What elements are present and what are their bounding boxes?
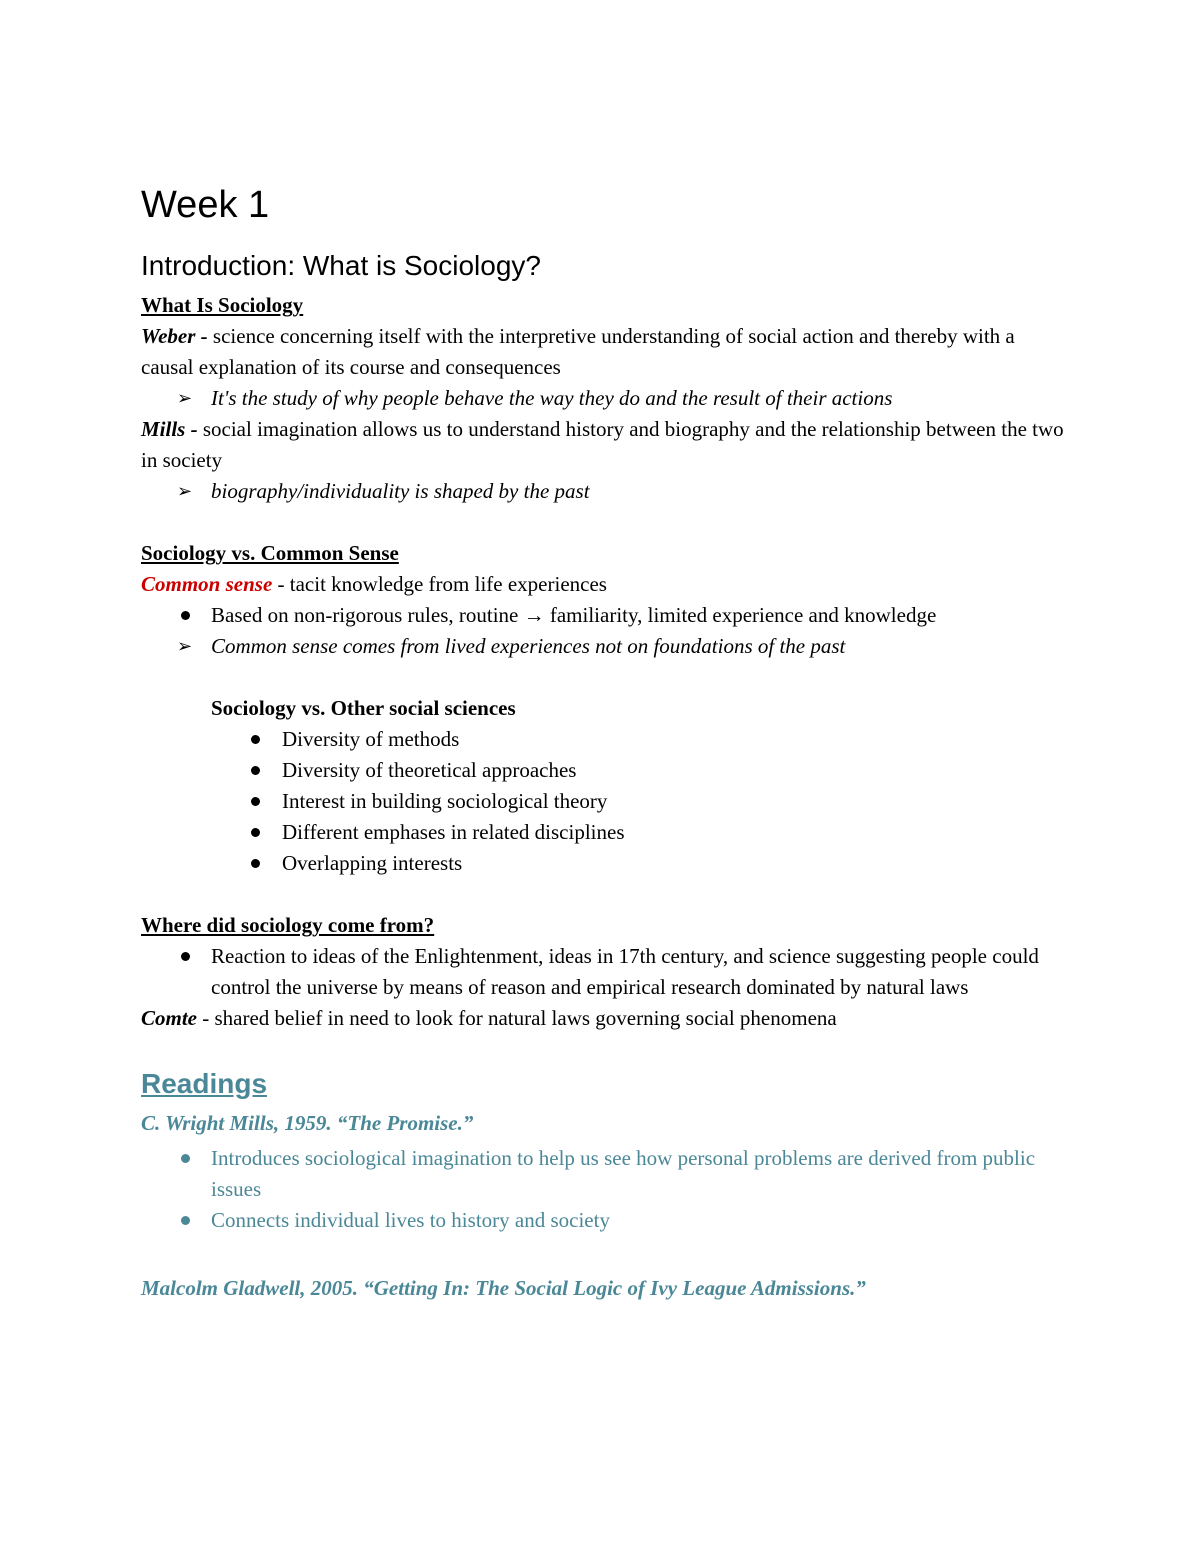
list-item (141, 786, 1071, 817)
bullet-dot-icon (181, 1216, 190, 1225)
list-item-text: Interest in building sociological theory (282, 789, 608, 813)
origins-list (141, 941, 1071, 1003)
mills-text: social imagination allows us to understand history and biography and the relationship between the two in society (141, 417, 1064, 472)
common-sense-paragraph (141, 569, 1071, 600)
comte-paragraph (141, 1003, 1071, 1034)
page-subtitle: Introduction: What is Sociology? (141, 250, 541, 281)
readings-section (141, 1064, 1071, 1304)
list-item (141, 817, 1071, 848)
bullet-dot-icon (251, 766, 260, 775)
section-heading-what-is-sociology: What Is Sociology (141, 293, 304, 317)
bullet-dot-icon (251, 859, 260, 868)
section-heading-origins: Where did sociology come from? (141, 913, 435, 937)
common-sense-list (141, 600, 1071, 662)
list-item (141, 1143, 1071, 1205)
list-item (141, 848, 1071, 879)
section-heading-common-sense: Sociology vs. Common Sense (141, 541, 399, 565)
reading-reference-mills: C. Wright Mills, 1959. “The Promise.” (141, 1111, 474, 1135)
document-content (141, 182, 1071, 1308)
reading-reference-gladwell: Malcolm Gladwell, 2005. “Getting In: The Social Logic of Ivy League Admissions.” (141, 1276, 866, 1300)
spacer (141, 879, 1071, 910)
common-sense-definition: - tacit knowledge from life experiences (272, 572, 607, 596)
list-item (141, 383, 1071, 414)
list-item (141, 755, 1071, 786)
list-item-text: Different emphases in related disciplines (282, 820, 625, 844)
mills-notes (141, 476, 1071, 507)
mills-label: Mills - (141, 417, 198, 441)
list-item (141, 724, 1071, 755)
list-item-text: Connects individual lives to history and society (211, 1208, 610, 1232)
list-item-text: Reaction to ideas of the Enlightenment, ideas in 17th century, and science suggesting people could control the universe by means of reason and empirical research dominated by natural laws (211, 944, 1039, 999)
bullet-dot-icon (181, 611, 190, 620)
weber-paragraph (141, 321, 1071, 383)
list-item-text: Introduces sociological imagination to help us see how personal problems are derived from public issues (211, 1146, 1036, 1201)
spacer (141, 1236, 1071, 1273)
readings-heading: Readings (141, 1068, 268, 1099)
spacer (141, 662, 1071, 693)
section-heading-other-sciences: Sociology vs. Other social sciences (211, 696, 516, 720)
list-item (141, 476, 1071, 507)
list-item-text: Common sense comes from lived experiences not on foundations of the past (211, 634, 846, 658)
weber-notes (141, 383, 1071, 414)
bullet-dot-icon (181, 952, 190, 961)
list-item (141, 600, 1071, 631)
arrow-bullet-icon: ➢ (177, 481, 193, 502)
arrow-bullet-icon: ➢ (177, 388, 193, 409)
list-item-text: Based on non-rigorous rules, routine → familiarity, limited experience and knowledge (211, 603, 937, 627)
arrow-bullet-icon: ➢ (177, 636, 193, 657)
list-item-text: Diversity of methods (282, 727, 460, 751)
list-item-text: Diversity of theoretical approaches (282, 758, 577, 782)
bullet-dot-icon (251, 735, 260, 744)
page-title: Week 1 (141, 184, 270, 226)
spacer (141, 507, 1071, 538)
list-item (141, 941, 1071, 1003)
bullet-dot-icon (251, 797, 260, 806)
weber-note-text: It's the study of why people behave the way they do and the result of their actions (211, 386, 893, 410)
comte-text: - shared belief in need to look for natural laws governing social phenomena (197, 1006, 837, 1030)
list-item (141, 631, 1071, 662)
list-item-text: Overlapping interests (282, 851, 463, 875)
other-sciences-list (141, 724, 1071, 879)
weber-text: science concerning itself with the interpretive understanding of social action and thereby with a causal explanation of its course and consequences (141, 324, 1015, 379)
mills-paragraph (141, 414, 1071, 476)
reading-mills-list (141, 1143, 1071, 1236)
comte-label: Comte (141, 1006, 197, 1030)
bullet-dot-icon (181, 1154, 190, 1163)
common-sense-term: Common sense (141, 572, 273, 596)
bullet-dot-icon (251, 828, 260, 837)
mills-note-text: biography/individuality is shaped by the past (211, 479, 590, 503)
weber-label: Weber - (141, 324, 208, 348)
spacer (141, 1034, 1071, 1064)
list-item (141, 1205, 1071, 1236)
